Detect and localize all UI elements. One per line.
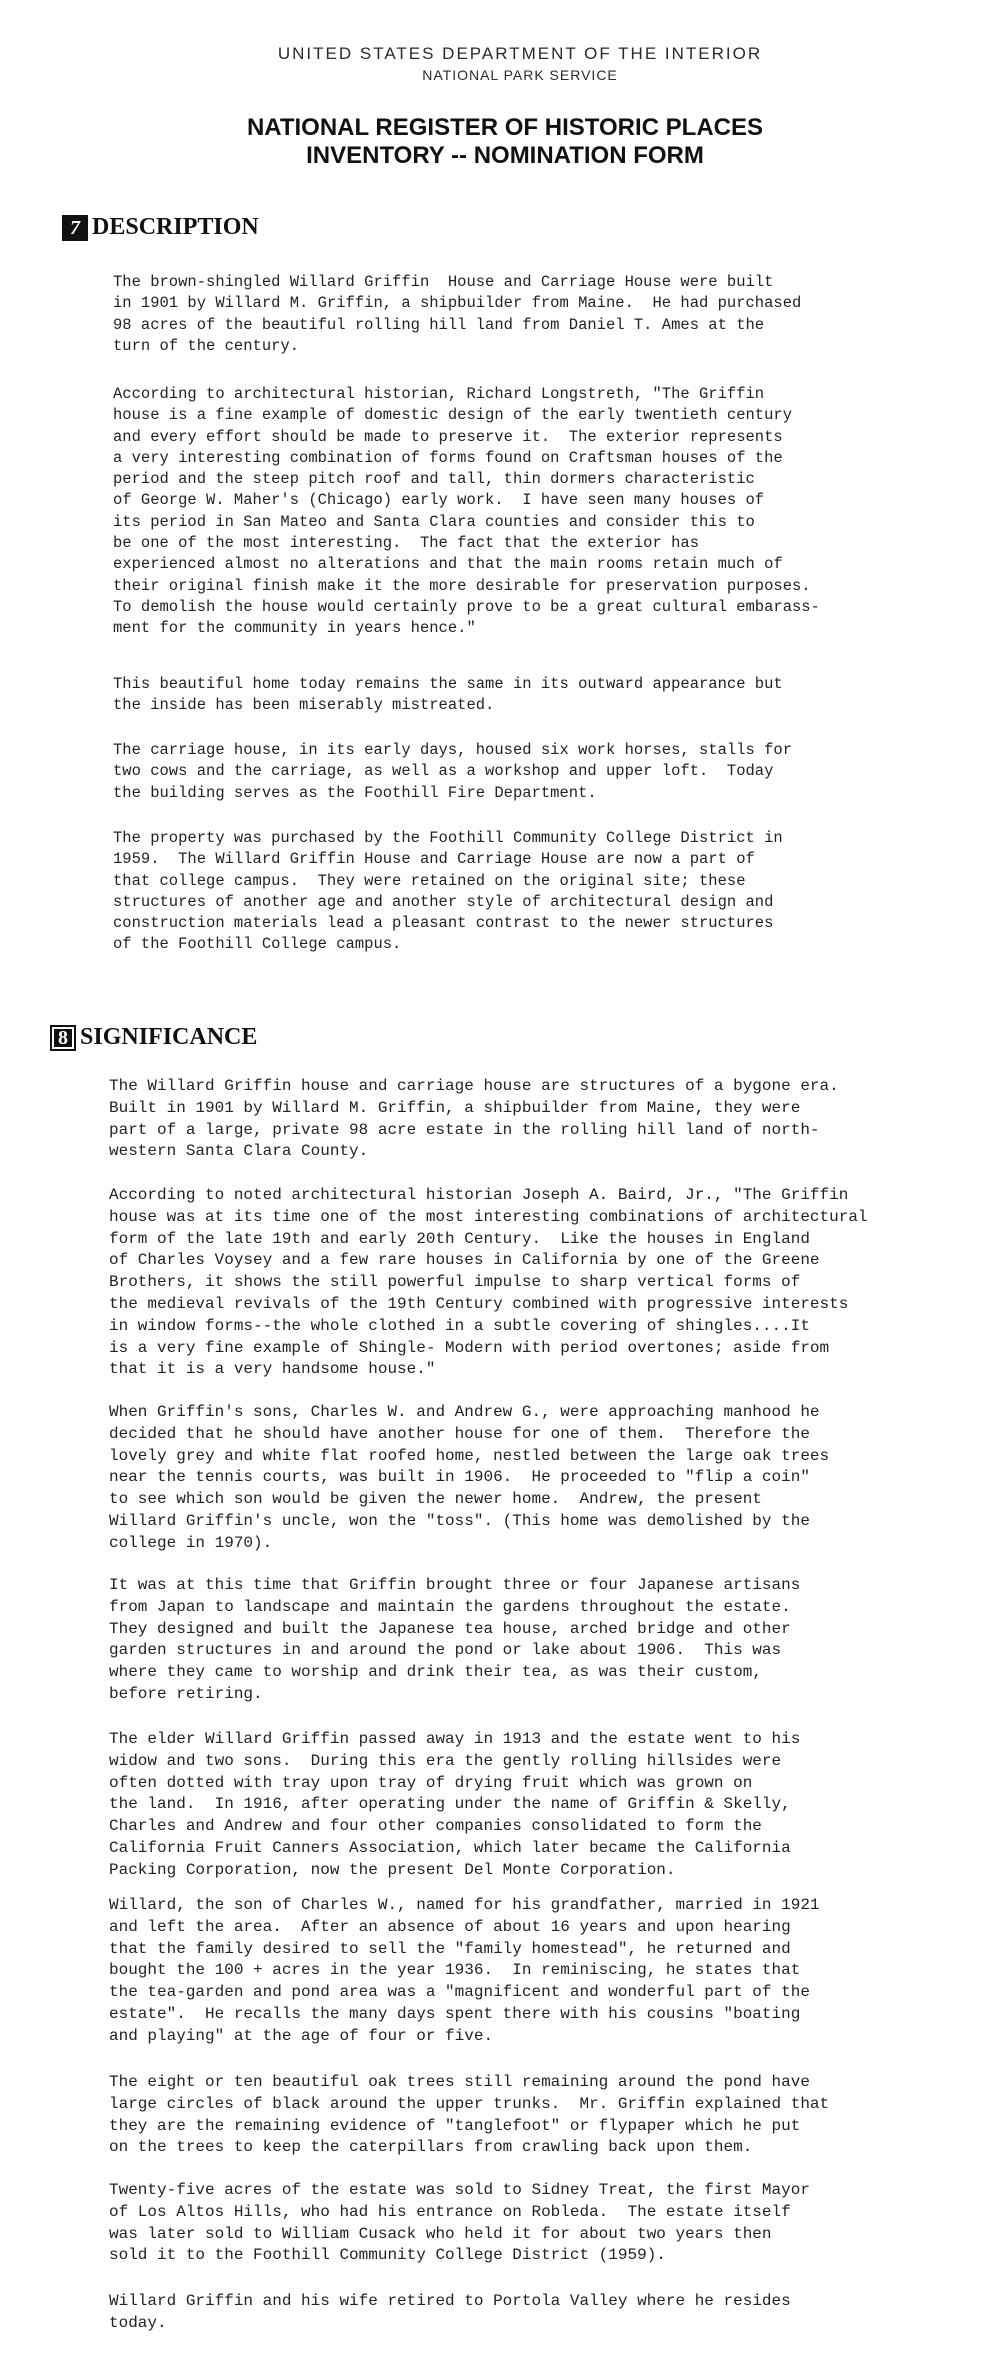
significance-paragraph-2: According to noted architectural historian Joseph A. Baird, Jr., "The Griffin house was at its time one of the most interesting combinations of architectural form of the late 19th and early 20th Century. Like the houses in England of Charles Voysey and a few rare houses in California by one of the Greene Brothers, it shows the still powerful impulse to sharp vertical forms of the medieval revivals of the 19th Century combined with progressive interests in window forms--the whole clothed in a subtle covering of shingles....It is a very fine example of Shingle- Modern with period overtones; aside from that it is a very handsome house." xyxy=(109,1186,868,1379)
significance-paragraph-4: It was at this time that Griffin brought three or four Japanese artisans from Japan to landscape and maintain the gardens throughout the estate. They designed and built the Japanese tea house, arched bridge and other garden structures in and around the pond or lake about 1906. This was where they came to worship and drink their tea, as was their custom, before retiring. xyxy=(109,1576,801,1703)
section-number-badge: 7 xyxy=(62,215,88,241)
significance-heading xyxy=(50,1024,257,1051)
description-heading xyxy=(62,214,259,241)
section-title: SIGNIFICANCE xyxy=(80,1024,258,1050)
description-paragraph-5: The property was purchased by the Foothill Community College District in 1959. The Willard Griffin House and Carriage House are now a part of that college campus. They were retained on the original site; these structures of another age and another style of architectural design and construction materials lead a pleasant contrast to the newer structures of the Foothill College campus. xyxy=(113,829,783,954)
form-title xyxy=(0,114,1000,170)
description-paragraph-2: According to architectural historian, Richard Longstreth, "The Griffin house is a fine example of domestic design of the early twentieth century and every effort should be made to preserve it. The exterior represents a very interesting combination of forms found on Craftsman houses of the period and the steep pitch roof and tall, thin dormers characteristic of George W. Maher's (Chicago) early work. I have seen many houses of its period in San Mateo and Santa Clara counties and consider this to be one of the most interesting. The fact that the exterior has experienced almost no alterations and that the main rooms retain much of their original finish make it the more desirable for preservation purposes. To demolish the house would certainly prove to be a great cultural embarass- ment for the community in years hence." xyxy=(113,385,820,638)
description-paragraph-1: The brown-shingled Willard Griffin House and Carriage House were built in 1901 by Willard M. Griffin, a shipbuilder from Maine. He had purchased 98 acres of the beautiful rolling hill land from Daniel T. Ames at the turn of the century. xyxy=(113,273,802,355)
service-name: NATIONAL PARK SERVICE xyxy=(422,67,618,83)
department-name: UNITED STATES DEPARTMENT OF THE INTERIOR xyxy=(277,44,763,63)
section-number-badge: 8 xyxy=(50,1025,76,1051)
description-paragraph-4: The carriage house, in its early days, housed six work horses, stalls for two cows and the carriage, as well as a workshop and upper loft. Today the building serves as the Foothill Fire Department. xyxy=(113,741,793,802)
significance-paragraph-8: Twenty-five acres of the estate was sold to Sidney Treat, the first Mayor of Los Altos Hills, who had his entrance on Robleda. The estate itself was later sold to William Cusack who held it for about two years then sold it to the Foothill Community College District (1959). xyxy=(109,2181,810,2265)
form-header xyxy=(0,44,1000,83)
form-title-line-1: NATIONAL REGISTER OF HISTORIC PLACES xyxy=(246,114,764,141)
significance-paragraph-6: Willard, the son of Charles W., named for his grandfather, married in 1921 and left the area. After an absence of about 16 years and upon hearing that the family desired to sell the "family homestead", he returned and bought the 100 + acres in the year 1936. In reminiscing, he states that the tea-garden and pond area was a "magnificent and wonderful part of the estate". He recalls the many days spent there with his cousins "boating and playing" at the age of four or five. xyxy=(109,1896,820,2045)
significance-paragraph-5: The elder Willard Griffin passed away in 1913 and the estate went to his widow and two sons. During this era the gently rolling hillsides were often dotted with tray upon tray of drying fruit which was grown on the land. In 1916, after operating under the name of Griffin & Skelly, Charles and Andrew and four other companies consolidated to form the California Fruit Canners Association, which later became the California Packing Corporation, now the present Del Monte Corporation. xyxy=(109,1730,801,1879)
significance-paragraph-3: When Griffin's sons, Charles W. and Andrew G., were approaching manhood he decided that he should have another house for one of them. Therefore the lovely grey and white flat roofed home, nestled between the large oak trees near the tennis courts, was built in 1906. He proceeded to "flip a coin" to see which son would be given the newer home. Andrew, the present Willard Griffin's uncle, won the "toss". (This home was demolished by the college in 1970). xyxy=(109,1403,830,1552)
significance-paragraph-7: The eight or ten beautiful oak trees still remaining around the pond have large circles of black around the upper trunks. Mr. Griffin explained that they are the remaining evidence of "tanglefoot" or flypaper which he put on the trees to keep the caterpillars from crawling back upon them. xyxy=(109,2073,830,2157)
description-paragraph-3: This beautiful home today remains the same in its outward appearance but the inside has been miserably mistreated. xyxy=(113,675,783,715)
section-title: DESCRIPTION xyxy=(92,214,259,240)
significance-paragraph-1: The Willard Griffin house and carriage house are structures of a bygone era. Built in 1901 by Willard M. Griffin, a shipbuilder from Maine, they were part of a large, private 98 acre estate in the rolling hill land of north- western Santa Clara County. xyxy=(109,1077,839,1161)
significance-paragraph-9: Willard Griffin and his wife retired to Portola Valley where he resides today. xyxy=(109,2292,791,2332)
form-title-line-2: INVENTORY -- NOMINATION FORM xyxy=(306,142,704,169)
